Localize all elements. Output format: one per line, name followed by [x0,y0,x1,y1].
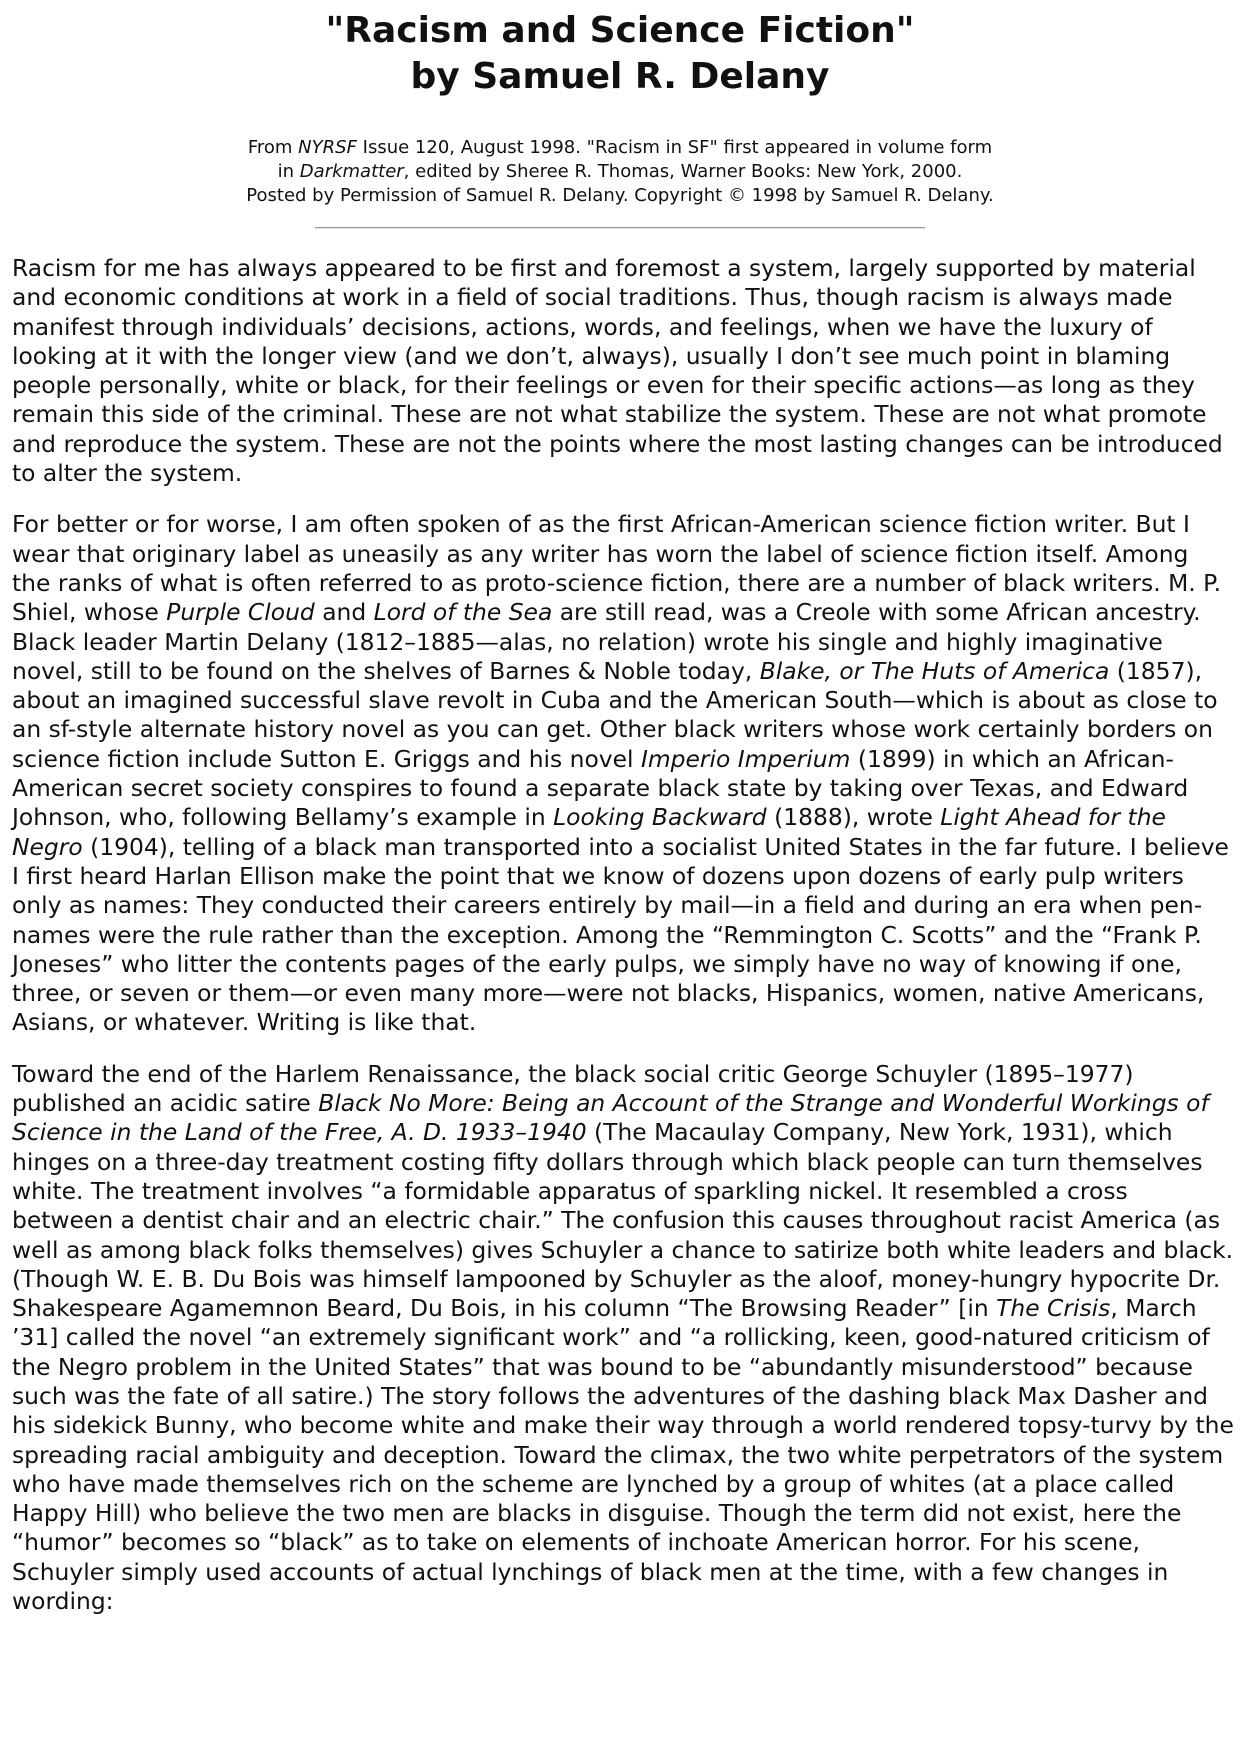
nyrsf-title: NYRSF [298,137,357,158]
darkmatter-title: Darkmatter [299,161,404,182]
credits-line-2: in Darkmatter, edited by Sheree R. Thomas, Warner Books: New York, 2000. [277,161,963,182]
book-title: Purple Cloud [166,598,315,627]
paragraph-1: Racism for me has always appeared to be first and foremost a system, largely supported by material and economic conditions at work in a field of social traditions. Thus, though racism is always made manifest through individuals’ decisions, actions, words, and feelings, when we have the luxury of looking at it with the longer view (and we don’t, always), usually I don’t see much point in blaming people personally, white or black, for their feelings or even for their specific actions—as long as they remain this side of the criminal. These are not what stabilize the system. These are not what promote and reproduce the system. These are not the points where the most lasting changes can be introduced to alter the system. [12,254,1223,488]
paragraph-2: For better or for worse, I am often spoken of as the first African-American science fiction writer. But I wear that originary label as uneasily as any writer has worn the label of science fiction itself. Among the ranks of what is often referred to as proto-science fiction, there are a number of black writers. M. P. Shiel, whose Purple Cloud and Lord of the Sea are still read, was a Creole with some African ancestry. Black leader Martin Delany (1812–1885—alas, no relation) wrote his single and highly imaginative novel, still to be found on the shelves of Barnes & Noble today, Blake, or The Huts of America (1857), about an imagined successful slave revolt in Cuba and the American South—which is about as close to an sf-style alternate history novel as you can get. Other black writers whose work certainly borders on science fiction include Sutton E. Griggs and his novel Imperio Imperium (1899) in which an African-American secret society conspires to found a separate black state by taking over Texas, and Edward Johnson, who, following Bellamy’s example in Looking Backward (1888), wrote Light Ahead for the Negro (1904), telling of a black man transported into a socialist United States in the far future. I believe I first heard Harlan Ellison make the point that we know of dozens upon dozens of early pulp writers only as names: They conducted their careers entirely by mail—in a field and during an era when pen-names were the rule rather than the exception. Among the “Remmington C. Scotts” and the “Frank P. Joneses” who litter the contents pages of the early pulps, we simply have no way of knowing if one, three, or seven or them—or even many more—were not blacks, Hispanics, women, native Americans, Asians, or whatever. Writing is like that. [12,510,1229,1037]
book-title: Black No More: Being an Account of the Strange and Wonderful Workings of Science in the Land of the Free, A. D. 1933–1940 [12,1089,1209,1147]
book-title: Lord of the Sea [373,598,553,627]
book-title: Blake, or The Huts of America [759,656,1110,685]
credits-line-1: From NYRSF Issue 120, August 1998. "Racism in SF" first appeared in volume form [247,137,993,158]
credits-line-3-copyright: Posted by Permission of Samuel R. Delany. Copyright © 1998 by Samuel R. Delany. [246,185,994,206]
article-body [12,254,1234,1638]
book-title: Imperio Imperium [640,744,851,773]
title-line-1: "Racism and Science Fiction" [325,10,915,51]
book-title: Light Ahead for the Negro [12,803,1166,861]
page-title [0,0,1240,100]
publication-credits [0,136,1240,208]
horizontal-divider [315,227,925,229]
title-line-2-author: by Samuel R. Delany [410,56,830,97]
paragraph-3: Toward the end of the Harlem Renaissance, the black social critic George Schuyler (1895–1977) published an acidic satire Black No More: Being an Account of the Strange and Wonderful Workings of Science in the Land of the Free, A. D. 1933–1940 (The Macaulay Company, New York, 1931), which hinges on a three-day treatment costing fifty dollars through which black people can turn themselves white. The treatment involves “a formidable apparatus of sparkling nickel. It resembled a cross between a dentist chair and an electric chair.” The confusion this causes throughout racist America (as well as among black folks themselves) gives Schuyler a chance to satirize both white leaders and black. (Though W. E. B. Du Bois was himself lampooned by Schuyler as the aloof, money-hungry hypocrite Dr. Shakespeare Agamemnon Beard, Du Bois, in his column “The Browsing Reader” [in The Crisis, March ’31] called the novel “an extremely significant work” and “a rollicking, keen, good-natured criticism of the Negro problem in the United States” that was bound to be “abundantly misunderstood” because such was the fate of all satire.) The story follows the adventures of the dashing black Max Dasher and his sidekick Bunny, who become white and make their way through a world rendered topsy-turvy by the spreading racial ambiguity and deception. Toward the climax, the two white perpetrators of the system who have made themselves rich on the scheme are lynched by a group of whites (at a place called Happy Hill) who believe the two men are blacks in disguise. Though the term did not exist, here the “humor” becomes so “black” as to take on elements of inchoate American horror. For his scene, Schuyler simply used accounts of actual lynchings of black men at the time, with a few changes in wording: [12,1059,1234,1616]
book-title: Looking Backward [553,803,767,832]
journal-title: The Crisis [996,1294,1111,1323]
